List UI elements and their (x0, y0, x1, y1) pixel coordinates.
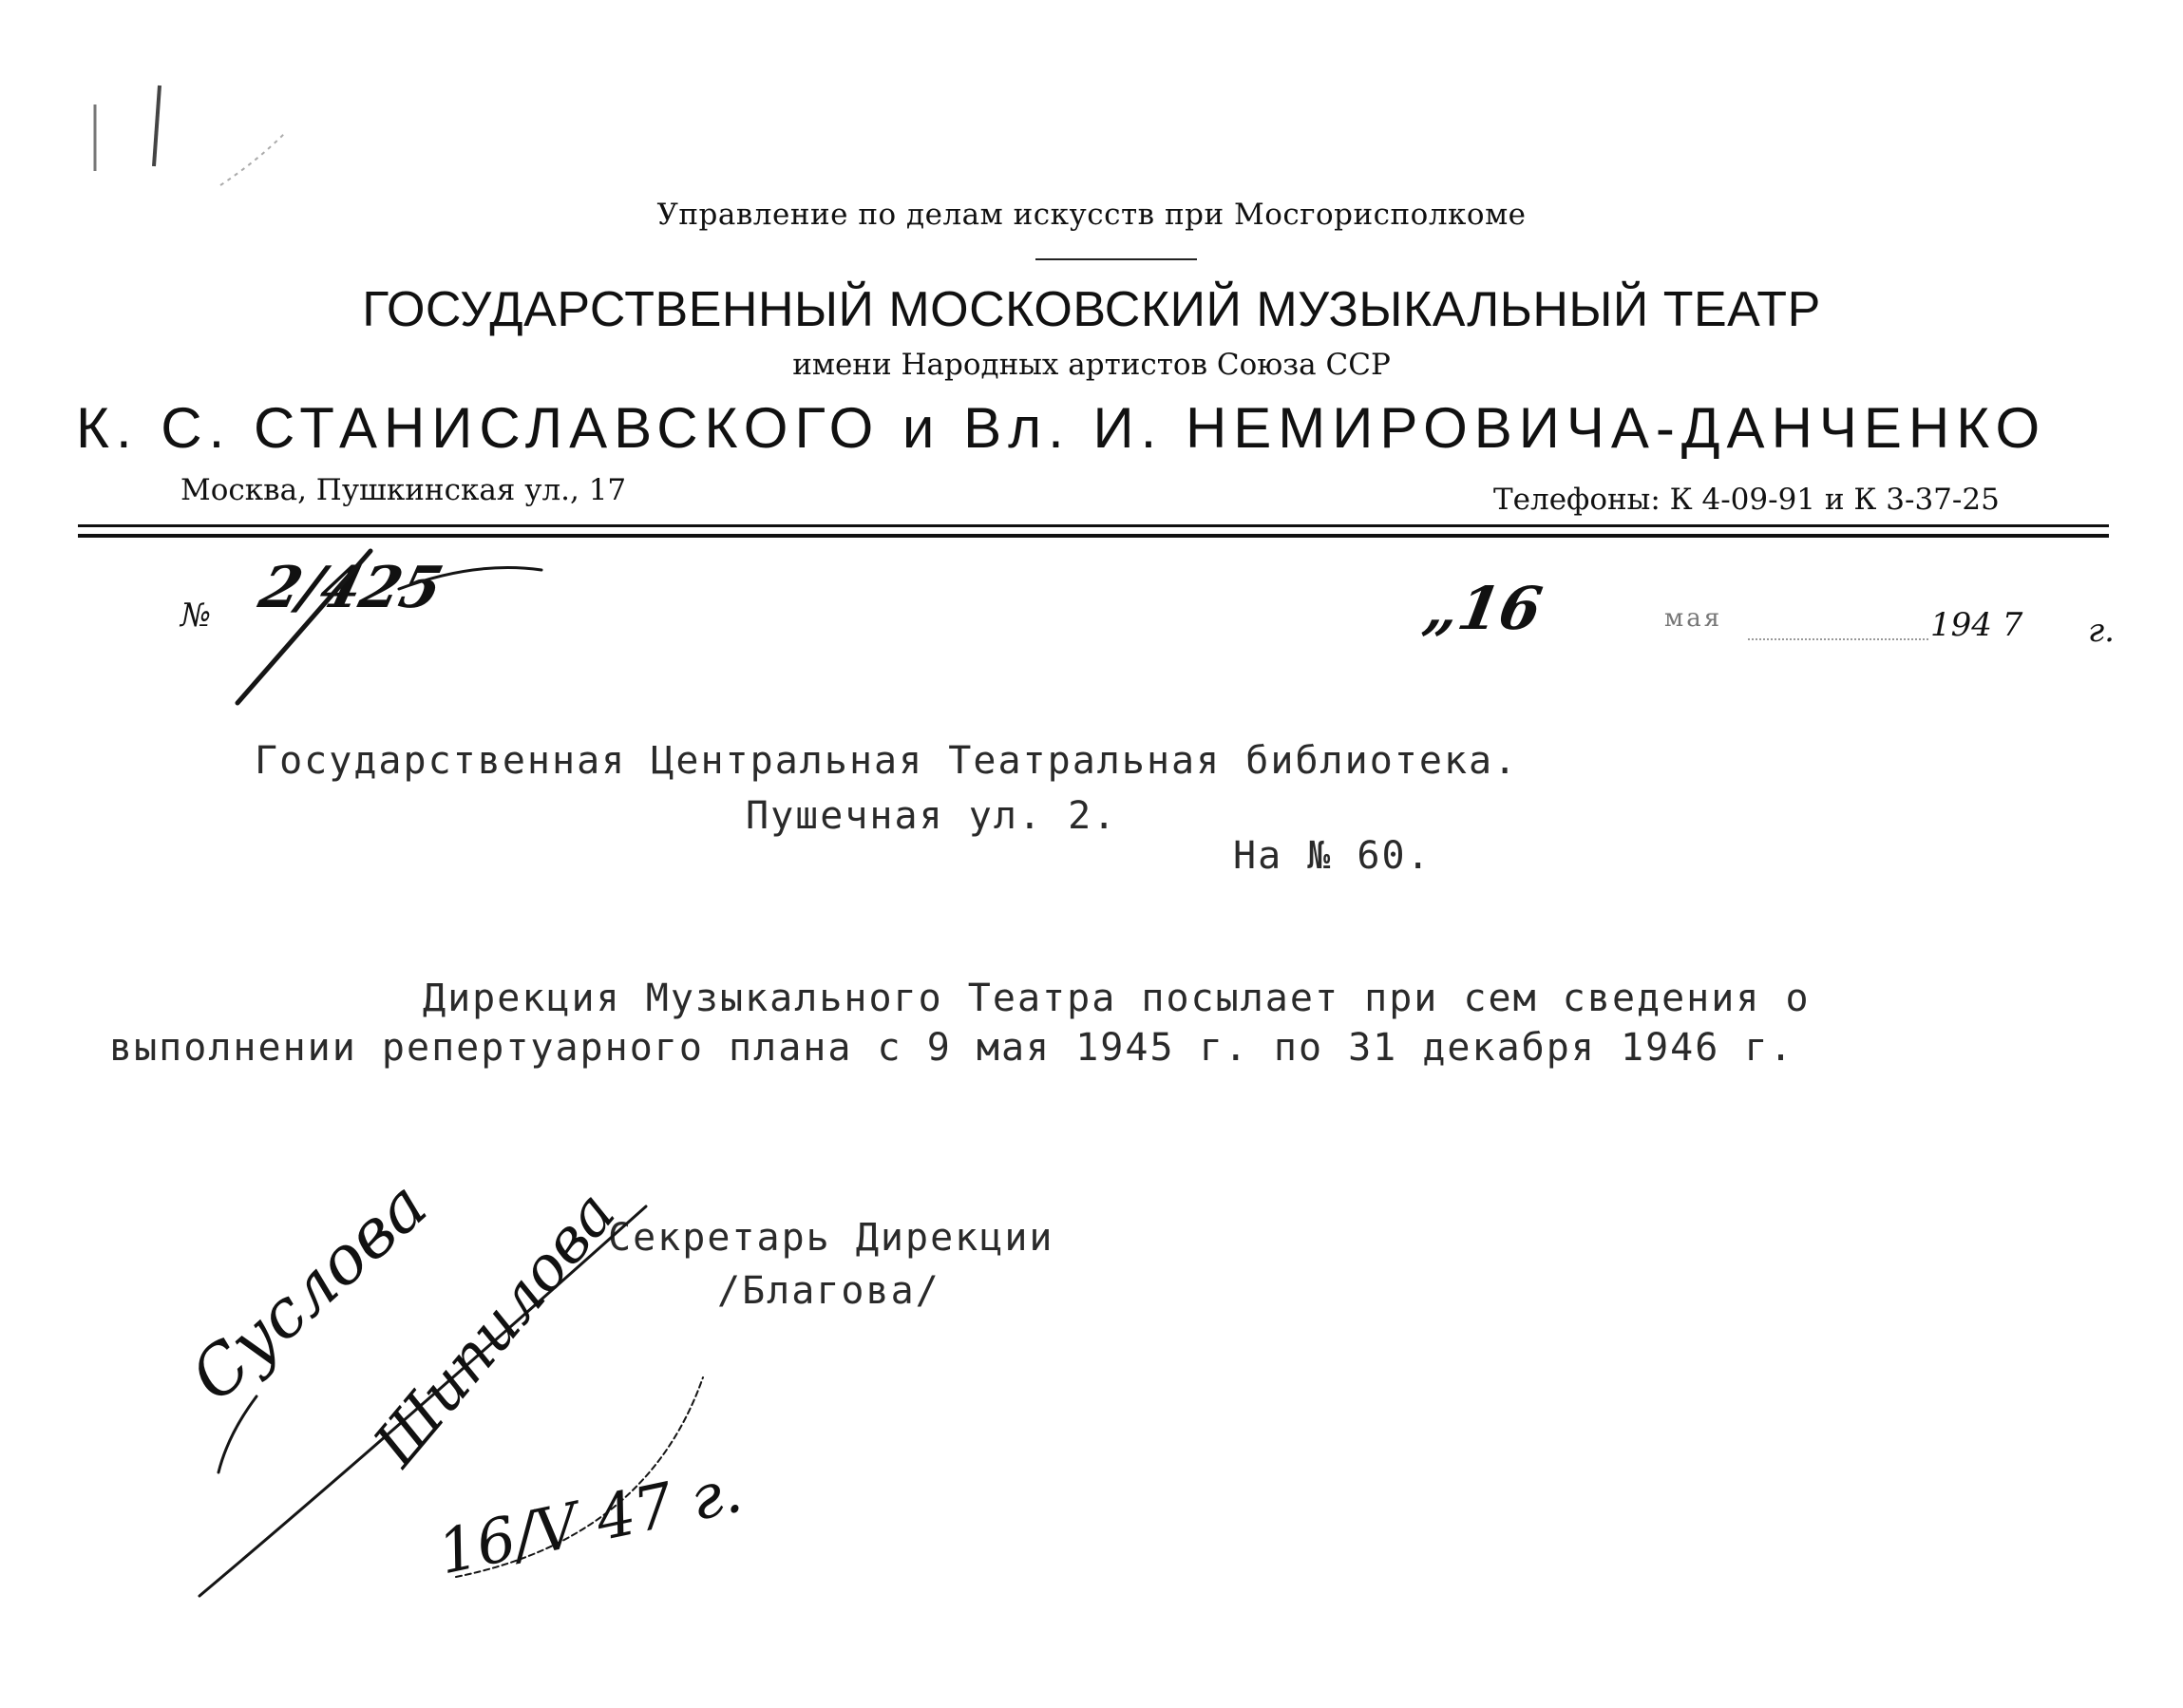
date-month-dots (1748, 638, 1928, 640)
signatory-title: Секретарь Дирекции (608, 1216, 1054, 1260)
theatre-address: Москва, Пушкинская ул., 17 (180, 473, 627, 507)
theatre-phones: Телефоны: К 4-09-91 и К 3-37-25 (1493, 483, 2000, 517)
margin-marks (0, 0, 380, 209)
number-label: № (180, 597, 212, 635)
letterhead-rule-bottom (78, 534, 2109, 538)
department-line: Управление по делам искусств при Мосгорисполкоме (656, 198, 1527, 232)
named-after-line: имени Народных артистов Союза ССР (792, 348, 1391, 382)
number-underline-stroke (228, 541, 551, 712)
letterhead-rule-top (78, 524, 2109, 527)
body-line-1: Дирекция Музыкального Театра посылает при сем сведения о (423, 977, 1811, 1020)
recipient-name: Государственная Центральная Театральная библиотека. (255, 739, 1519, 783)
annotation-name: Суслова (176, 1166, 442, 1416)
theatre-title: ГОСУДАРСТВЕННЫЙ МОСКОВСКИЙ МУЗЫКАЛЬНЫЙ ТЕАТР (362, 282, 1821, 337)
header-divider (1035, 258, 1197, 260)
handwritten-number: 2/425 (253, 555, 449, 621)
recipient-street: Пушечная ул. 2. (746, 794, 1118, 838)
founders-names: К. С. СТАНИСЛАВСКОГО и Вл. И. НЕМИРОВИЧА-ДАНЧЕНКО (76, 396, 2047, 460)
date-suffix: г. (2088, 612, 2115, 650)
reply-reference: На № 60. (1233, 834, 1432, 878)
date-day: „16 (1418, 574, 1547, 643)
date-month: мая (1664, 604, 1723, 633)
annotation-second-line: Шипилова (361, 1178, 630, 1480)
body-line-2: выполнении репертуарного плана с 9 мая 1945 г. по 31 декабря 1946 г. (109, 1026, 1794, 1070)
date-year: 194 7 (1930, 606, 2023, 644)
signatory-name: /Благова/ (717, 1269, 940, 1313)
annotation-date: 16/V 47 г. (432, 1455, 749, 1589)
